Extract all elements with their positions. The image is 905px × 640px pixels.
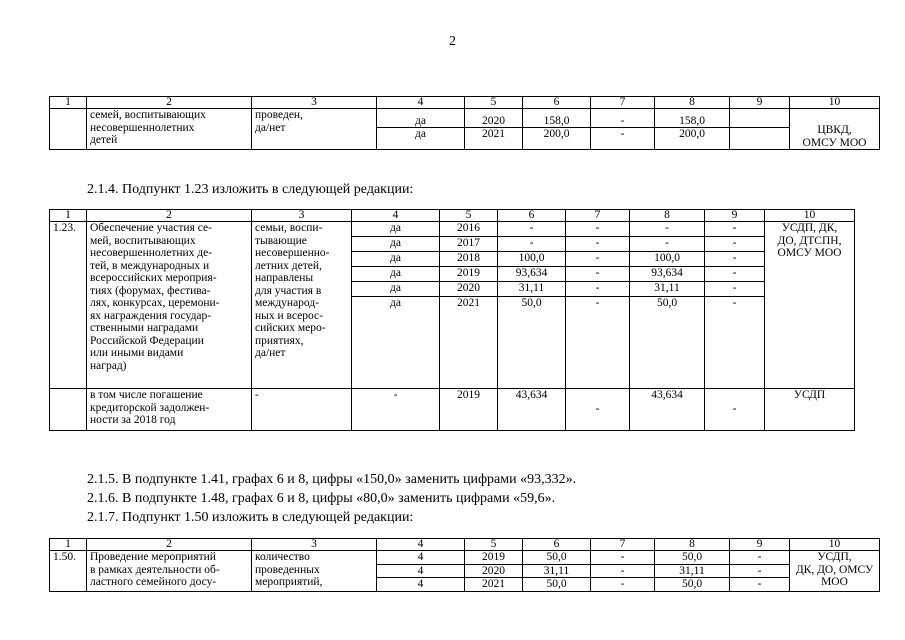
table-header-row [50, 97, 880, 109]
year-cell: 2021 [465, 578, 523, 592]
year-cell: 2019 [465, 551, 523, 565]
value-cell: - [352, 389, 440, 431]
amount-cell: 93,634 [630, 267, 705, 282]
header-cell: 4 [352, 210, 440, 222]
header-cell: 1 [50, 210, 87, 222]
year-cell: 2020 [465, 109, 523, 128]
header-cell: 2 [87, 97, 252, 109]
amount-cell: - [566, 389, 630, 431]
executor-cell: УСДП, ДК, ДО, ДТСПН, ОМСУ МОО [765, 222, 855, 389]
amount-cell: - [498, 237, 566, 252]
amount-cell: 100,0 [630, 252, 705, 267]
value-cell: да [352, 222, 440, 237]
table-row-subitem [50, 389, 855, 431]
amount-cell: - [566, 282, 630, 297]
header-cell: 4 [377, 539, 465, 551]
amount-cell: - [705, 237, 765, 252]
amount-cell: - [566, 267, 630, 282]
amount-cell: 50,0 [498, 297, 566, 389]
value-cell: да [377, 128, 465, 150]
table-row [50, 109, 880, 128]
table-item-1-23 [49, 209, 855, 431]
executor-cell: УСДП [765, 389, 855, 431]
paragraph-2-1-4: 2.1.4. Подпункт 1.23 изложить в следующей редакции: [87, 182, 414, 197]
amount-cell: 158,0 [523, 109, 591, 128]
header-cell: 8 [630, 210, 705, 222]
amount-cell: 200,0 [655, 128, 730, 150]
year-cell: 2019 [440, 267, 498, 282]
amount-cell: - [705, 389, 765, 431]
amount-cell: - [591, 551, 655, 565]
year-cell: 2016 [440, 222, 498, 237]
measure-name-cell: Обеспечение участия се- мей, воспитывающих несовершеннолетних де- тей, в международных и всероссийских мероприя- тиях (форумах, фестива- лях, конкурсах, церемони- ях награждения государ- ственными наградами Российской Федерации или иными видами наград) [87, 222, 252, 389]
amount-cell: - [591, 128, 655, 150]
header-cell: 10 [765, 210, 855, 222]
number-cell: 1.50. [50, 551, 87, 592]
amount-cell: 50,0 [523, 578, 591, 592]
year-cell: 2021 [465, 128, 523, 150]
value-cell: 4 [377, 564, 465, 578]
header-cell: 8 [655, 539, 730, 551]
measure-name-cell: Проведение мероприятий в рамках деятельности об- ластного семейного досу- [87, 551, 252, 592]
amount-cell: - [566, 252, 630, 267]
header-cell: 4 [377, 97, 465, 109]
value-cell: да [377, 109, 465, 128]
header-cell: 7 [591, 539, 655, 551]
measure-name-cell: в том числе погашение кредиторской задолжен- ности за 2018 год [87, 389, 252, 431]
executor-cell: УСДП, ДК, ДО, ОМСУ МОО [790, 551, 880, 592]
year-cell: 2020 [465, 564, 523, 578]
amount-cell: - [498, 222, 566, 237]
year-cell: 2020 [440, 282, 498, 297]
header-cell: 9 [730, 539, 790, 551]
number-cell [50, 109, 87, 150]
number-cell [50, 389, 87, 431]
header-cell: 9 [705, 210, 765, 222]
indicator-cell: проведен, да/нет [252, 109, 377, 150]
amount-cell: 93,634 [498, 267, 566, 282]
value-cell: 4 [377, 551, 465, 565]
header-cell: 6 [523, 539, 591, 551]
number-cell: 1.23. [50, 222, 87, 389]
amount-cell: - [705, 282, 765, 297]
value-cell: да [352, 237, 440, 252]
year-cell: 2017 [440, 237, 498, 252]
amount-cell: - [591, 109, 655, 128]
value-cell: да [352, 252, 440, 267]
table-header-row [50, 539, 880, 551]
paragraph-2-1-6: 2.1.6. В подпункте 1.48, графах 6 и 8, цифры «80,0» заменить цифрами «59,6». [87, 491, 556, 506]
amount-cell: 50,0 [655, 578, 730, 592]
indicator-cell: семьи, воспи- тывающие несовершенно- летних детей, направлены для участия в международ- ных и всерос- сийских меро- приятиях, да/нет [252, 222, 352, 389]
amount-cell: - [730, 578, 790, 592]
header-cell: 3 [252, 210, 352, 222]
amount-cell: - [730, 551, 790, 565]
header-cell: 5 [440, 210, 498, 222]
amount-cell: - [705, 267, 765, 282]
value-cell: 4 [377, 578, 465, 592]
amount-cell: 200,0 [523, 128, 591, 150]
table-item-1-50 [49, 538, 880, 592]
header-cell: 9 [730, 97, 790, 109]
amount-cell: 158,0 [655, 109, 730, 128]
header-cell: 1 [50, 97, 87, 109]
header-cell: 10 [790, 539, 880, 551]
table-header-row [50, 210, 855, 222]
header-cell: 3 [252, 97, 377, 109]
amount-cell: 31,11 [630, 282, 705, 297]
header-cell: 10 [790, 97, 880, 109]
page-number: 2 [449, 34, 456, 49]
amount-cell: - [591, 564, 655, 578]
paragraph-2-1-7: 2.1.7. Подпункт 1.50 изложить в следующей редакции: [87, 510, 414, 525]
amount-cell: - [566, 222, 630, 237]
indicator-cell: - [252, 389, 352, 431]
header-cell: 1 [50, 539, 87, 551]
table-row [50, 222, 855, 237]
value-cell: да [352, 282, 440, 297]
header-cell: 8 [655, 97, 730, 109]
amount-cell: 50,0 [523, 551, 591, 565]
amount-cell: 43,634 [498, 389, 566, 431]
value-cell: да [352, 267, 440, 282]
amount-cell: 100,0 [498, 252, 566, 267]
amount-cell [730, 128, 790, 150]
year-cell: 2018 [440, 252, 498, 267]
amount-cell: - [566, 297, 630, 389]
amount-cell: - [730, 564, 790, 578]
indicator-cell: количество проведенных мероприятий, [252, 551, 377, 592]
amount-cell [730, 109, 790, 128]
header-cell: 2 [87, 539, 252, 551]
year-cell: 2021 [440, 297, 498, 389]
amount-cell: 31,11 [498, 282, 566, 297]
amount-cell: - [705, 297, 765, 389]
year-cell: 2019 [440, 389, 498, 431]
amount-cell: 50,0 [630, 297, 705, 389]
table-row [50, 551, 880, 565]
amount-cell: - [705, 252, 765, 267]
header-cell: 7 [591, 97, 655, 109]
executor-cell: ЦВКД, ОМСУ МОО [790, 109, 880, 150]
table-continuation-top [49, 96, 880, 150]
amount-cell: 31,11 [523, 564, 591, 578]
paragraph-2-1-5: 2.1.5. В подпункте 1.41, графах 6 и 8, цифры «150,0» заменить цифрами «93,332». [87, 472, 577, 487]
amount-cell: - [630, 237, 705, 252]
header-cell: 5 [465, 539, 523, 551]
header-cell: 2 [87, 210, 252, 222]
header-cell: 6 [498, 210, 566, 222]
amount-cell: - [591, 578, 655, 592]
amount-cell: 50,0 [655, 551, 730, 565]
measure-name-cell: семей, воспитывающих несовершеннолетних детей [87, 109, 252, 150]
amount-cell: 43,634 [630, 389, 705, 431]
header-cell: 5 [465, 97, 523, 109]
amount-cell: - [566, 237, 630, 252]
header-cell: 7 [566, 210, 630, 222]
value-cell: да [352, 297, 440, 389]
amount-cell: - [705, 222, 765, 237]
header-cell: 3 [252, 539, 377, 551]
amount-cell: 31,11 [655, 564, 730, 578]
amount-cell: - [630, 222, 705, 237]
header-cell: 6 [523, 97, 591, 109]
